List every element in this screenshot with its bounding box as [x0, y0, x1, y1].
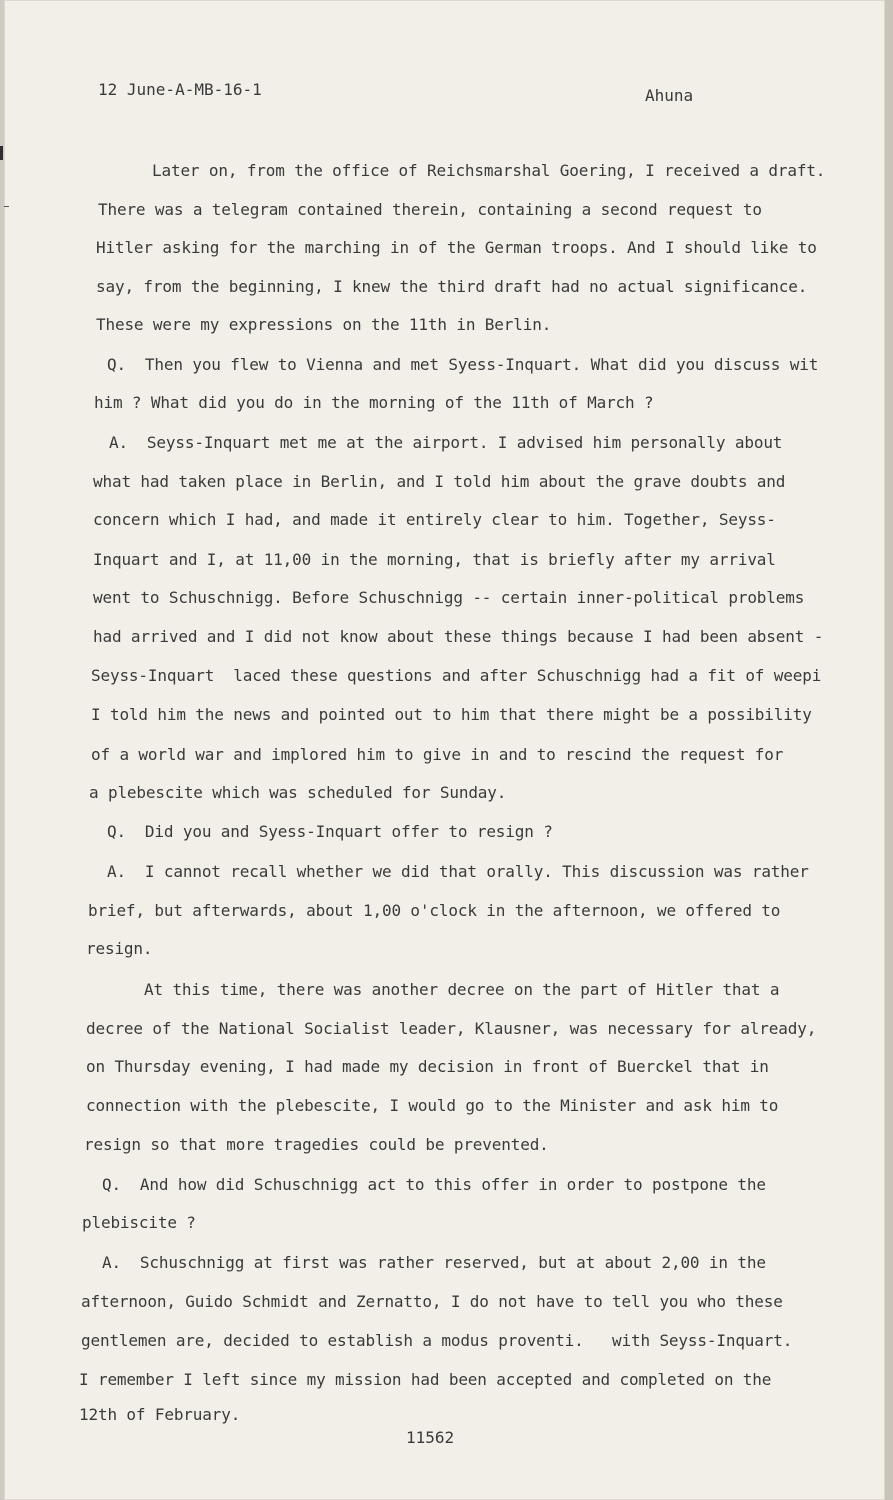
text-line: what had taken place in Berlin, and I told him about the grave doubts and [93, 472, 786, 491]
document-reference: 12 June-A-MB-16-1 [98, 80, 262, 99]
text-line: on Thursday evening, I had made my decision in front of Buerckel that in [86, 1057, 769, 1076]
margin-mark [4, 206, 9, 207]
text-line: connection with the plebescite, I would go to the Minister and ask him to [86, 1096, 779, 1115]
text-line: These were my expressions on the 11th in Berlin. [96, 315, 552, 334]
speaker-name: Ahuna [645, 86, 694, 105]
text-line: went to Schuschnigg. Before Schuschnigg -- certain inner-political problems [93, 588, 805, 607]
text-line: afternoon, Guido Schmidt and Zernatto, I do not have to tell you who these [81, 1292, 783, 1311]
text-line: say, from the beginning, I knew the third draft had no actual significance. [96, 277, 808, 296]
text-line: A. Seyss-Inquart met me at the airport. I advised him personally about [109, 433, 783, 452]
text-line: had arrived and I did not know about these things because I had been absent - [93, 627, 824, 646]
text-line: Inquart and I, at 11,00 in the morning, that is briefly after my arrival [93, 550, 776, 569]
text-line: Q. Then you flew to Vienna and met Syess-Inquart. What did you discuss wit [107, 355, 819, 374]
text-line: of a world war and implored him to give in and to rescind the request for [91, 745, 784, 764]
text-line: Hitler asking for the marching in of the German troops. And I should like to [96, 238, 817, 257]
text-line: brief, but afterwards, about 1,00 o'clock in the afternoon, we offered to [88, 901, 781, 920]
text-line: decree of the National Socialist leader, Klausner, was necessary for already, [86, 1019, 817, 1038]
text-line: gentlemen are, decided to establish a modus proventi. with Seyss-Inquart. [81, 1331, 793, 1350]
text-line: A. Schuschnigg at first was rather reserved, but at about 2,00 in the [102, 1253, 766, 1272]
text-line: him ? What did you do in the morning of the 11th of March ? [94, 393, 654, 412]
text-line: Seyss-Inquart laced these questions and after Schuschnigg had a fit of weepi [91, 666, 822, 685]
text-line: Later on, from the office of Reichsmarshal Goering, I received a draft. [152, 161, 826, 180]
text-line: Q. Did you and Syess-Inquart offer to resign ? [107, 822, 553, 841]
page-number: 11562 [406, 1428, 455, 1447]
text-line: resign so that more tragedies could be prevented. [84, 1135, 549, 1154]
text-line: 12th of February. [79, 1405, 241, 1424]
text-line: plebiscite ? [82, 1213, 196, 1232]
text-line: At this time, there was another decree on the part of Hitler that a [144, 980, 780, 999]
text-line: I remember I left since my mission had been accepted and completed on the [79, 1370, 772, 1389]
text-line: resign. [86, 939, 153, 958]
text-line: I told him the news and pointed out to him that there might be a possibility [91, 705, 812, 724]
margin-mark [0, 146, 3, 160]
document-page [4, 0, 885, 1500]
text-line: concern which I had, and made it entirely clear to him. Together, Seyss- [93, 510, 776, 529]
text-line: Q. And how did Schuschnigg act to this offer in order to postpone the [102, 1175, 766, 1194]
text-line: A. I cannot recall whether we did that orally. This discussion was rather [107, 862, 809, 881]
text-line: There was a telegram contained therein, containing a second request to [98, 200, 762, 219]
text-line: a plebescite which was scheduled for Sunday. [89, 783, 507, 802]
page-edge [885, 0, 893, 1500]
